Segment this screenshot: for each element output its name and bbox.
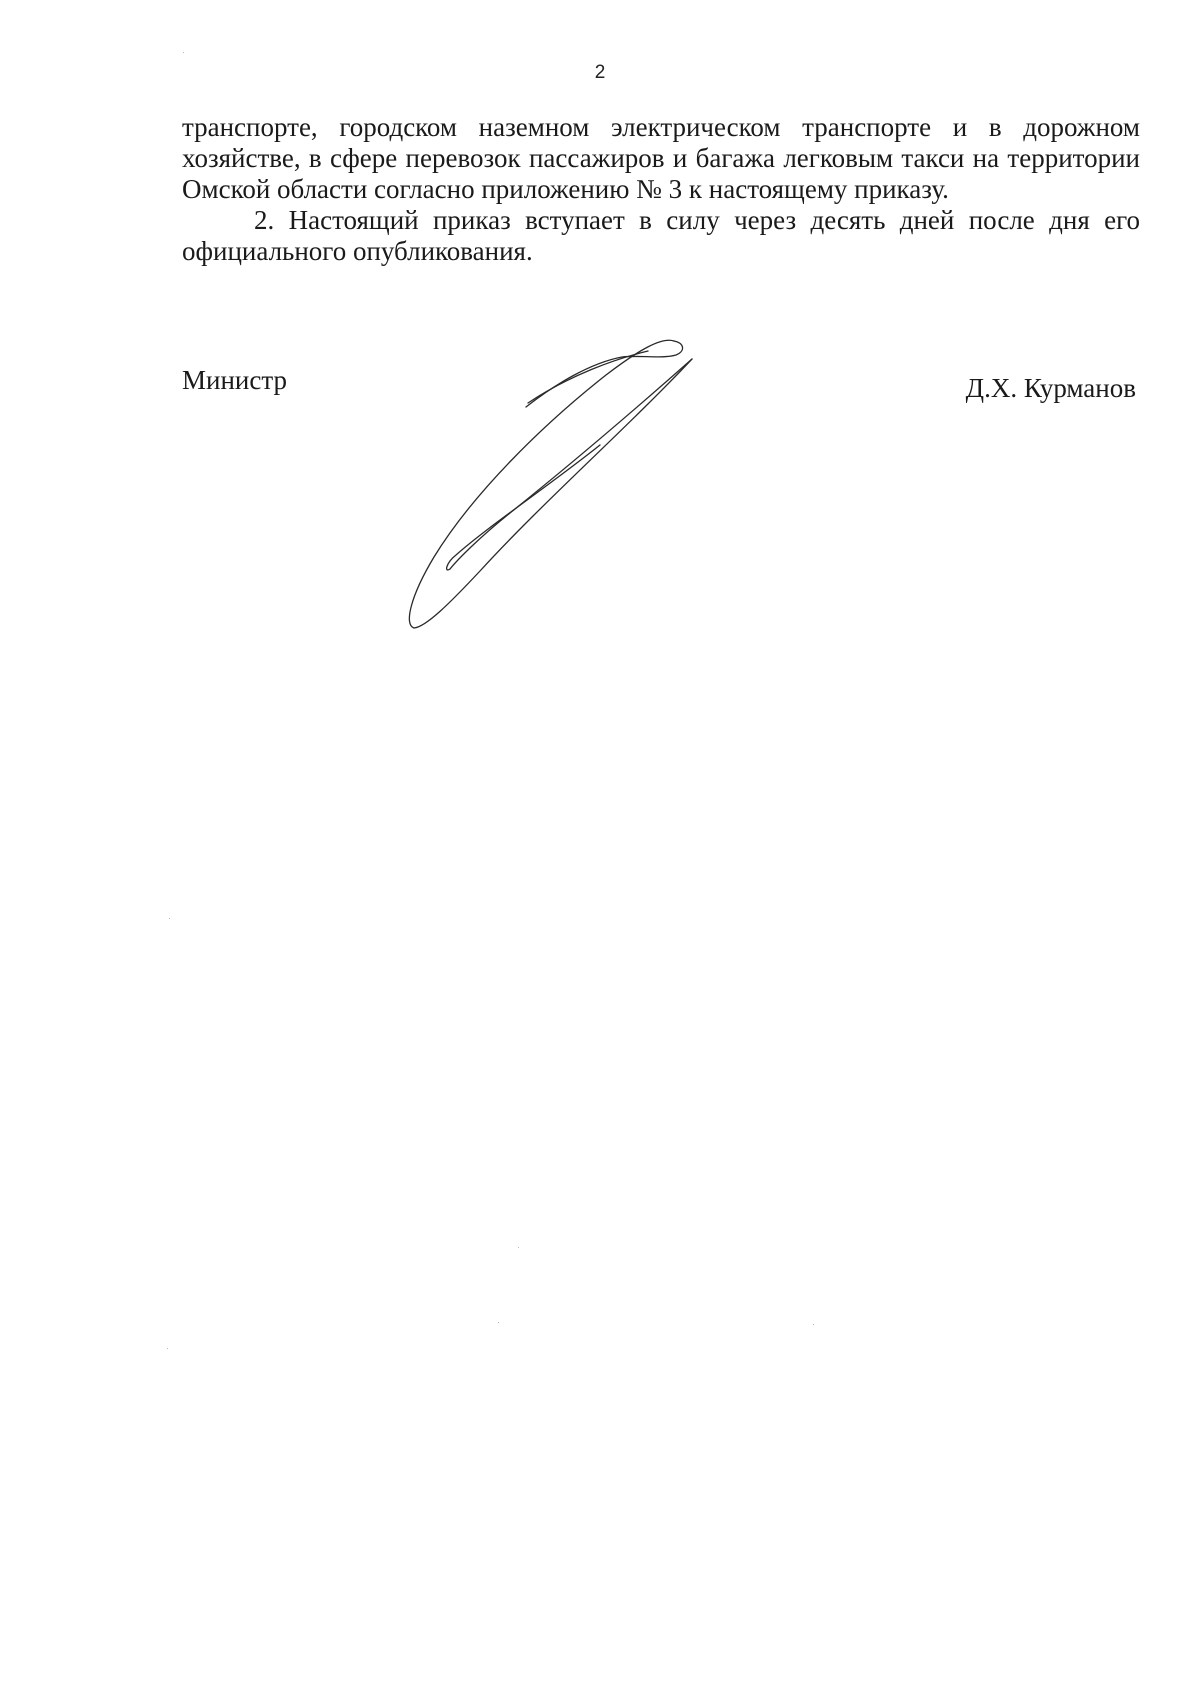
scan-speck bbox=[183, 52, 184, 53]
signer-name: Д.Х. Курманов bbox=[965, 373, 1136, 403]
signer-title: Министр bbox=[182, 365, 287, 395]
handwritten-signature-icon bbox=[400, 335, 760, 635]
document-body bbox=[182, 112, 1140, 267]
scan-speck bbox=[518, 1247, 519, 1248]
scan-speck bbox=[498, 1322, 499, 1323]
page-number: 2 bbox=[594, 62, 606, 83]
scan-speck bbox=[813, 1324, 814, 1325]
scan-speck bbox=[167, 1348, 168, 1349]
paragraph-continued: транспорте, городском наземном электрическом транспорте и в дорожном хозяйстве, в сфере перевозок пассажиров и багажа легковым такси на территории Омской области согласно приложению № 3 к настоящему приказу. bbox=[182, 112, 1140, 204]
scan-speck bbox=[169, 918, 170, 919]
paragraph-2: 2. Настоящий приказ вступает в силу через десять дней после дня его официального опубликования. bbox=[182, 205, 1140, 266]
